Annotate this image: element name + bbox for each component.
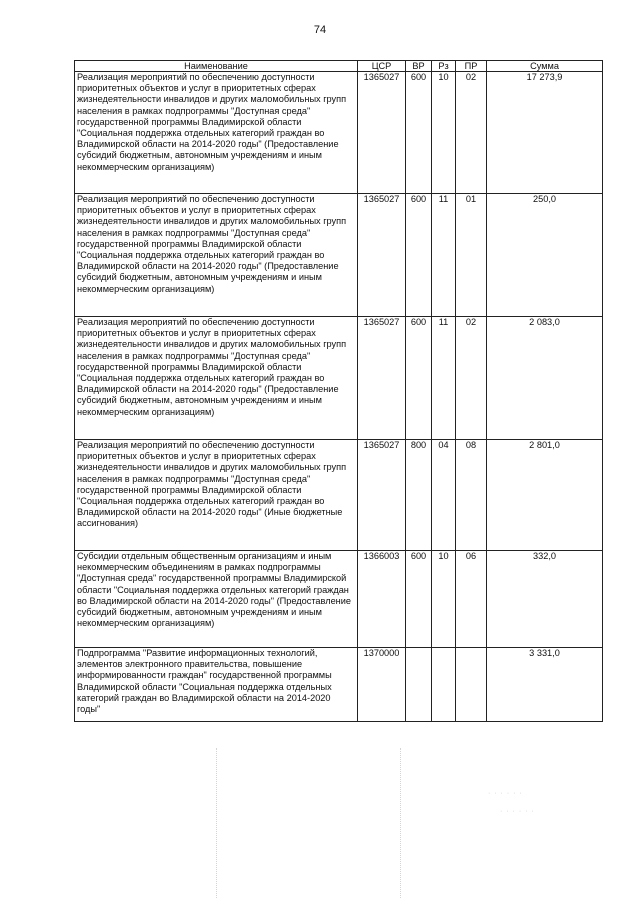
- row-name: Реализация мероприятий по обеспечению доступности приоритетных объектов и услуг в приоритетных сферах жизнедеятельности инвалидов и других маломобильных групп населения в рамках подпрограммы "Доступная среда" государственной программы Владимирской области "Социальная поддержка отдельных категорий граждан во Владимирской области на 2014-2020 годы" (Предоставление субсидий бюджетным, автономным учреждениям и иным некоммерческим организациям): [75, 72, 358, 194]
- row-csr: 1365027: [358, 194, 406, 317]
- row-pr: 06: [456, 551, 487, 648]
- row-rz: 04: [432, 440, 456, 551]
- row-pr: 01: [456, 194, 487, 317]
- row-sum: 2 801,0: [487, 440, 603, 551]
- row-pr: 02: [456, 72, 487, 194]
- header-name: Наименование: [75, 61, 358, 72]
- row-csr: 1365027: [358, 440, 406, 551]
- row-rz: 10: [432, 551, 456, 648]
- row-rz: [432, 648, 456, 722]
- row-csr: 1365027: [358, 72, 406, 194]
- row-rz: 10: [432, 72, 456, 194]
- row-vr: [406, 648, 432, 722]
- row-pr: 08: [456, 440, 487, 551]
- budget-table: [74, 60, 603, 722]
- row-pr: 02: [456, 317, 487, 440]
- row-csr: 1370000: [358, 648, 406, 722]
- row-name: Реализация мероприятий по обеспечению доступности приоритетных объектов и услуг в приоритетных сферах жизнедеятельности инвалидов и других маломобильных групп населения в рамках подпрограммы "Доступная среда" государственной программы Владимирской области "Социальная поддержка отдельных категорий граждан во Владимирской области на 2014-2020 годы" (Предоставление субсидий бюджетным, автономным учреждениям и иным некоммерческим организациям): [75, 317, 358, 440]
- row-vr: 600: [406, 194, 432, 317]
- table-row: [75, 72, 603, 194]
- row-vr: 800: [406, 440, 432, 551]
- row-csr: 1365027: [358, 317, 406, 440]
- row-sum: 3 331,0: [487, 648, 603, 722]
- row-vr: 600: [406, 72, 432, 194]
- scan-guide-line: [216, 748, 217, 898]
- row-name: Субсидии отдельным общественным организациям и иным некоммерческим объединениям в рамках подпрограммы "Доступная среда" государственной программы Владимирской области "Социальная поддержка отдельных категорий граждан во Владимирской области на 2014-2020 годы" (Предоставление субсидий бюджетным, автономным учреждениям и иным некоммерческим организациям): [75, 551, 358, 648]
- header-vr: ВР: [406, 61, 432, 72]
- table-row: [75, 551, 603, 648]
- row-sum: 250,0: [487, 194, 603, 317]
- row-name: Подпрограмма "Развитие информационных технологий, элементов электронного правительства, повышение информированности граждан" государственной программы Владимирской области "Социальная поддержка отдельных категорий граждан во Владимирской области на 2014-2020 годы": [75, 648, 358, 722]
- scan-guide-line: [400, 748, 401, 898]
- table-row: [75, 317, 603, 440]
- header-rz: Рз: [432, 61, 456, 72]
- row-rz: 11: [432, 317, 456, 440]
- row-name: Реализация мероприятий по обеспечению доступности приоритетных объектов и услуг в приоритетных сферах жизнедеятельности инвалидов и других маломобильных групп населения в рамках подпрограммы "Доступная среда" государственной программы Владимирской области "Социальная поддержка отдельных категорий граждан во Владимирской области на 2014-2020 годы" (Предоставление субсидий бюджетным, автономным учреждениям и иным некоммерческим организациям): [75, 194, 358, 317]
- table-row: [75, 440, 603, 551]
- table-row: [75, 194, 603, 317]
- row-sum: 2 083,0: [487, 317, 603, 440]
- table-row: [75, 648, 603, 722]
- row-vr: 600: [406, 551, 432, 648]
- table-header-row: [75, 61, 603, 72]
- row-pr: [456, 648, 487, 722]
- row-sum: 17 273,9: [487, 72, 603, 194]
- row-sum: 332,0: [487, 551, 603, 648]
- header-pr: ПР: [456, 61, 487, 72]
- row-name: Реализация мероприятий по обеспечению доступности приоритетных объектов и услуг в приоритетных сферах жизнедеятельности инвалидов и других маломобильных групп населения в рамках подпрограммы "Доступная среда" государственной программы Владимирской области "Социальная поддержка отдельных категорий граждан во Владимирской области на 2014-2020 годы" (Иные бюджетные ассигнования): [75, 440, 358, 551]
- header-csr: ЦСР: [358, 61, 406, 72]
- row-rz: 11: [432, 194, 456, 317]
- scan-artifact: · · · · · ·: [488, 790, 523, 797]
- scan-artifact: · · · · · ·: [500, 808, 535, 815]
- header-sum: Сумма: [487, 61, 603, 72]
- row-csr: 1366003: [358, 551, 406, 648]
- page-number: 74: [313, 24, 327, 36]
- row-vr: 600: [406, 317, 432, 440]
